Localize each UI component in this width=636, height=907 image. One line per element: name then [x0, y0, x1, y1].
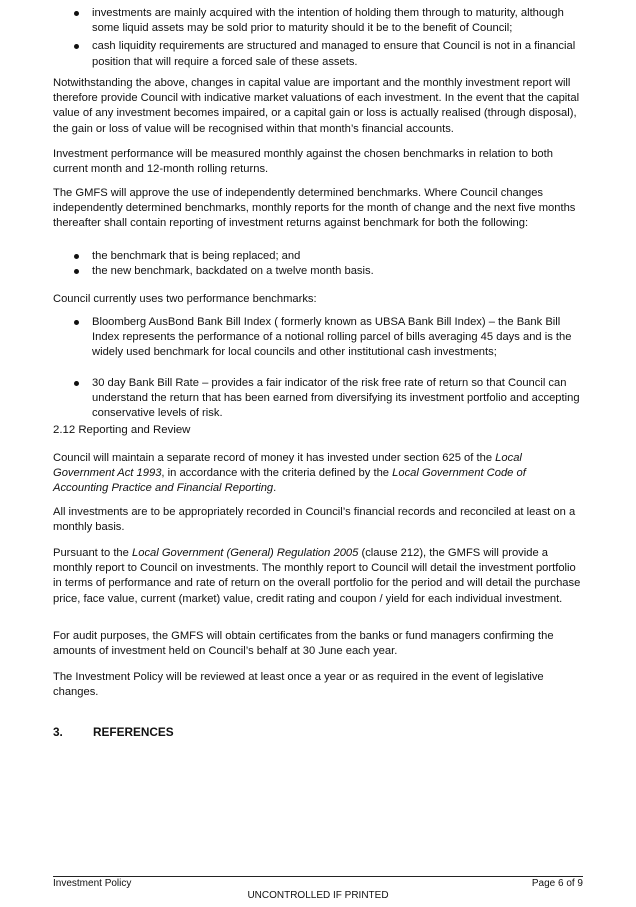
bullet-icon [74, 381, 79, 386]
paragraph-recorded: All investments are to be appropriately recorded in Council’s financial records and reconciled at least on a monthly basis. [53, 506, 576, 534]
bullet-list-holding [53, 6, 583, 70]
paragraph-capital-value: Notwithstanding the above, changes in capital value are important and the monthly investment report will therefore provide Council with indicative market valuations of each investment. In the event that the capital value of any investment becomes impaired, or a capital gain or loss is actually realised (through disposal), the gain or loss of value will be recognised within that month’s financial accounts. [53, 77, 580, 135]
section-number: 3. [53, 725, 63, 739]
paragraph-separate-record: Council will maintain a separate record of money it has invested under section 625 of the Local Government Act 1993, in accordance with the criteria defined by the Local Government Code of Accounting Practice and Financial Reporting. [53, 452, 526, 495]
paragraph-audit: For audit purposes, the GMFS will obtain certificates from the banks or fund managers confirming the amounts of investment held on Council’s behalf at 30 June each year. [53, 630, 554, 658]
section-heading-reporting: 2.12 Reporting and Review [53, 424, 191, 436]
footer-uncontrolled-notice: UNCONTROLLED IF PRINTED [247, 890, 389, 901]
bullet-list-benchmark-change [53, 249, 583, 279]
section-title: REFERENCES [93, 725, 174, 739]
bullet-icon [74, 254, 79, 259]
bullet-icon [74, 44, 79, 49]
paragraph-performance: Investment performance will be measured monthly against the chosen benchmarks in relation to both current month and 12-month rolling returns. [53, 148, 553, 176]
list-item: the benchmark that is being replaced; and [53, 249, 583, 264]
footer-divider [53, 876, 583, 877]
footer-page-number: Page 6 of 9 [531, 878, 583, 889]
list-item: Bloomberg AusBond Bank Bill Index ( formerly known as UBSA Bank Bill Index) – the Bank Bill Index represents the performance of a notional rolling parcel of bills averaging 45 days and is the widely used benchmark for local councils and other institutional cash investments; [53, 315, 583, 361]
paragraph-benchmarks-approval: The GMFS will approve the use of independently determined benchmarks. Where Council changes independently determined benchmarks, monthly reports for the month of change and the next five months thereafter shall contain reporting of investment returns against benchmark for both the following: [53, 187, 576, 230]
bullet-icon [74, 11, 79, 16]
bullet-icon [74, 320, 79, 325]
footer-document-title: Investment Policy [53, 878, 132, 889]
paragraph-monthly-report: Pursuant to the Local Government (General) Regulation 2005 (clause 212), the GMFS will provide a monthly report to Council on investments. The monthly report to Council will detail the investment portfolio in terms of performance and rate of return on the overall portfolio for the period and will detail the purchase price, face value, current (market) value, credit rating and coupon / yield for each individual investment. [53, 547, 581, 605]
bullet-list-performance-benchmarks [53, 315, 583, 421]
paragraph-policy-review: The Investment Policy will be reviewed at least once a year or as required in the event of legislative changes. [53, 671, 544, 699]
paragraph-two-benchmarks: Council currently uses two performance benchmarks: [53, 293, 317, 305]
list-item: 30 day Bank Bill Rate – provides a fair indicator of the risk free rate of return so that Council can understand the return that has been earned from diversifying its investment portfolio and accepting conservative levels of risk. [53, 376, 583, 422]
bullet-icon [74, 269, 79, 274]
section-heading-references [53, 725, 583, 739]
list-item: cash liquidity requirements are structured and managed to ensure that Council is not in a financial position that will require a forced sale of these assets. [53, 39, 583, 69]
list-item: investments are mainly acquired with the intention of holding them through to maturity, although some liquid assets may be sold prior to maturity should it be to the benefit of Council; [53, 6, 583, 36]
list-item: the new benchmark, backdated on a twelve month basis. [53, 264, 583, 279]
